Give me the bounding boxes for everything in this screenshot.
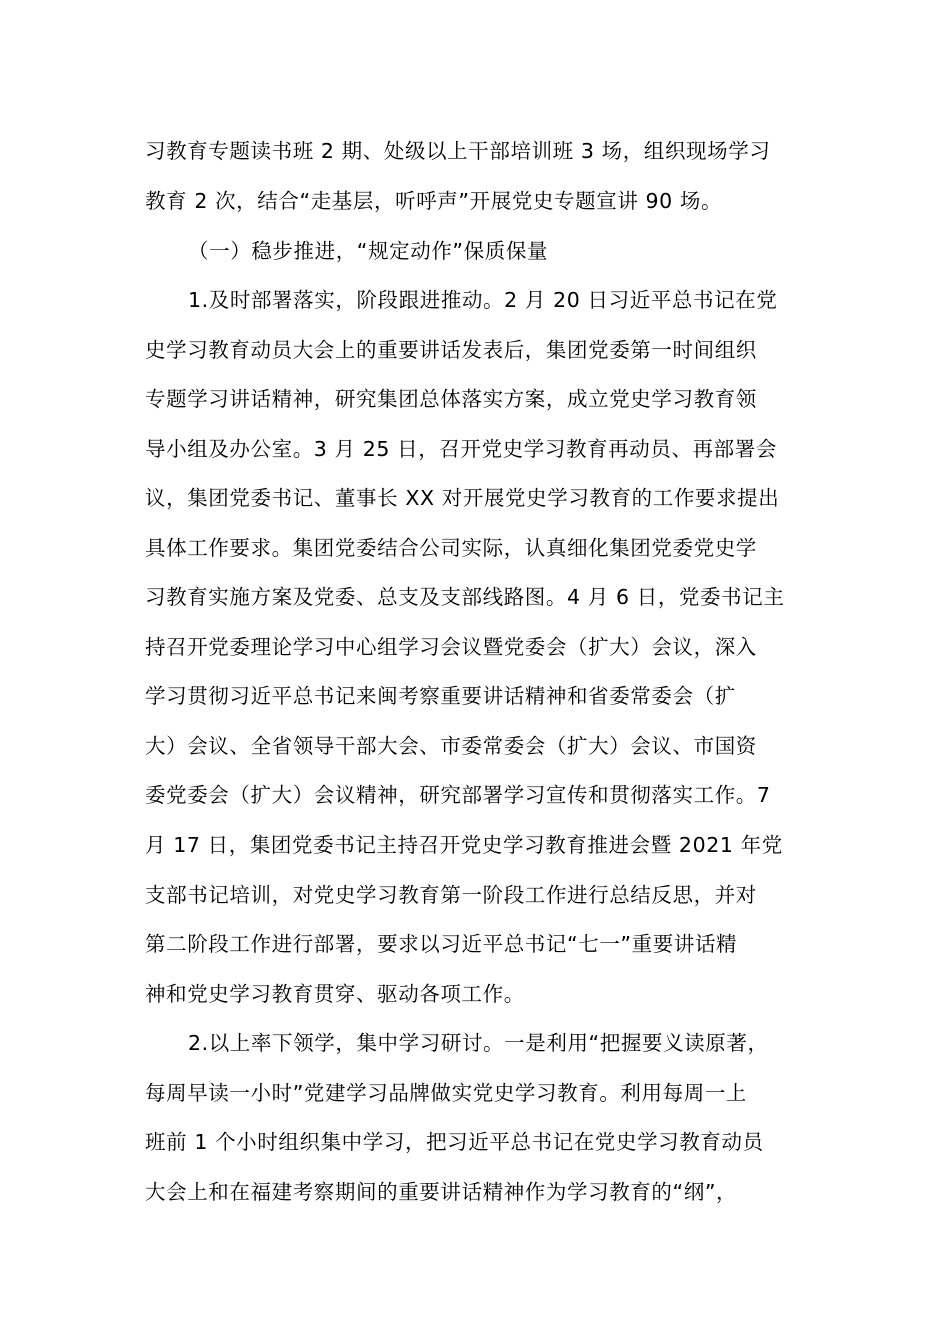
text-line: 大）会议、全省领导干部大会、市委常委会（扩大）会议、市国资 — [145, 734, 757, 758]
paragraph-start: 2.以上率下领学，集中学习研讨。一是利用“把握要义读原著， — [188, 1031, 769, 1055]
text-line: 专题学习讲话精神，研究集团总体落实方案，成立党史学习教育领 — [145, 387, 757, 411]
section-heading: （一）稳步推进，“规定动作”保质保量 — [188, 239, 549, 263]
text-line: 每周早读一小时”党建学习品牌做实党史学习教育。利用每周一上 — [145, 1081, 748, 1105]
text-line: 议，集团党委书记、董事长 XX 对开展党史学习教育的工作要求提出 — [145, 486, 780, 510]
text-line: 月 17 日，集团党委书记主持召开党史学习教育推进会暨 2021 年党 — [145, 833, 783, 857]
text-line: 习教育专题读书班 2 期、处级以上干部培训班 3 场，组织现场学习 — [145, 139, 771, 163]
text-line: 史学习教育动员大会上的重要讲话发表后，集团党委第一时间组织 — [145, 338, 757, 362]
text-line: 习教育实施方案及党委、总支及支部线路图。4 月 6 日，党委书记主 — [145, 585, 785, 609]
text-line: 教育 2 次，结合“走基层，听呼声”开展党史专题宣讲 90 场。 — [145, 189, 723, 213]
text-line: 神和党史学习教育贯穿、驱动各项工作。 — [145, 982, 525, 1006]
text-line: 大会上和在福建考察期间的重要讲话精神作为学习教育的“纲”， — [145, 1180, 738, 1204]
text-line: 班前 1 个小时组织集中学习，把习近平总书记在党史学习教育动员 — [145, 1130, 764, 1154]
text-line: 第二阶段工作进行部署，要求以习近平总书记“七一”重要讲话精 — [145, 932, 738, 956]
text-line: 支部书记培训，对党史学习教育第一阶段工作进行总结反思，并对 — [145, 883, 757, 907]
paragraph-start: 1.及时部署落实，阶段跟进推动。2 月 20 日习近平总书记在党 — [188, 288, 778, 312]
text-line: 委党委会（扩大）会议精神，研究部署学习宣传和贯彻落实工作。7 — [145, 783, 771, 807]
text-line: 导小组及办公室。3 月 25 日，召开党史学习教育再动员、再部署会 — [145, 437, 777, 461]
text-line: 学习贯彻习近平总书记来闽考察重要讲话精神和省委常委会（扩 — [145, 684, 736, 708]
text-line: 具体工作要求。集团党委结合公司实际，认真细化集团党委党史学 — [145, 536, 757, 560]
text-line: 持召开党委理论学习中心组学习会议暨党委会（扩大）会议，深入 — [145, 635, 757, 659]
